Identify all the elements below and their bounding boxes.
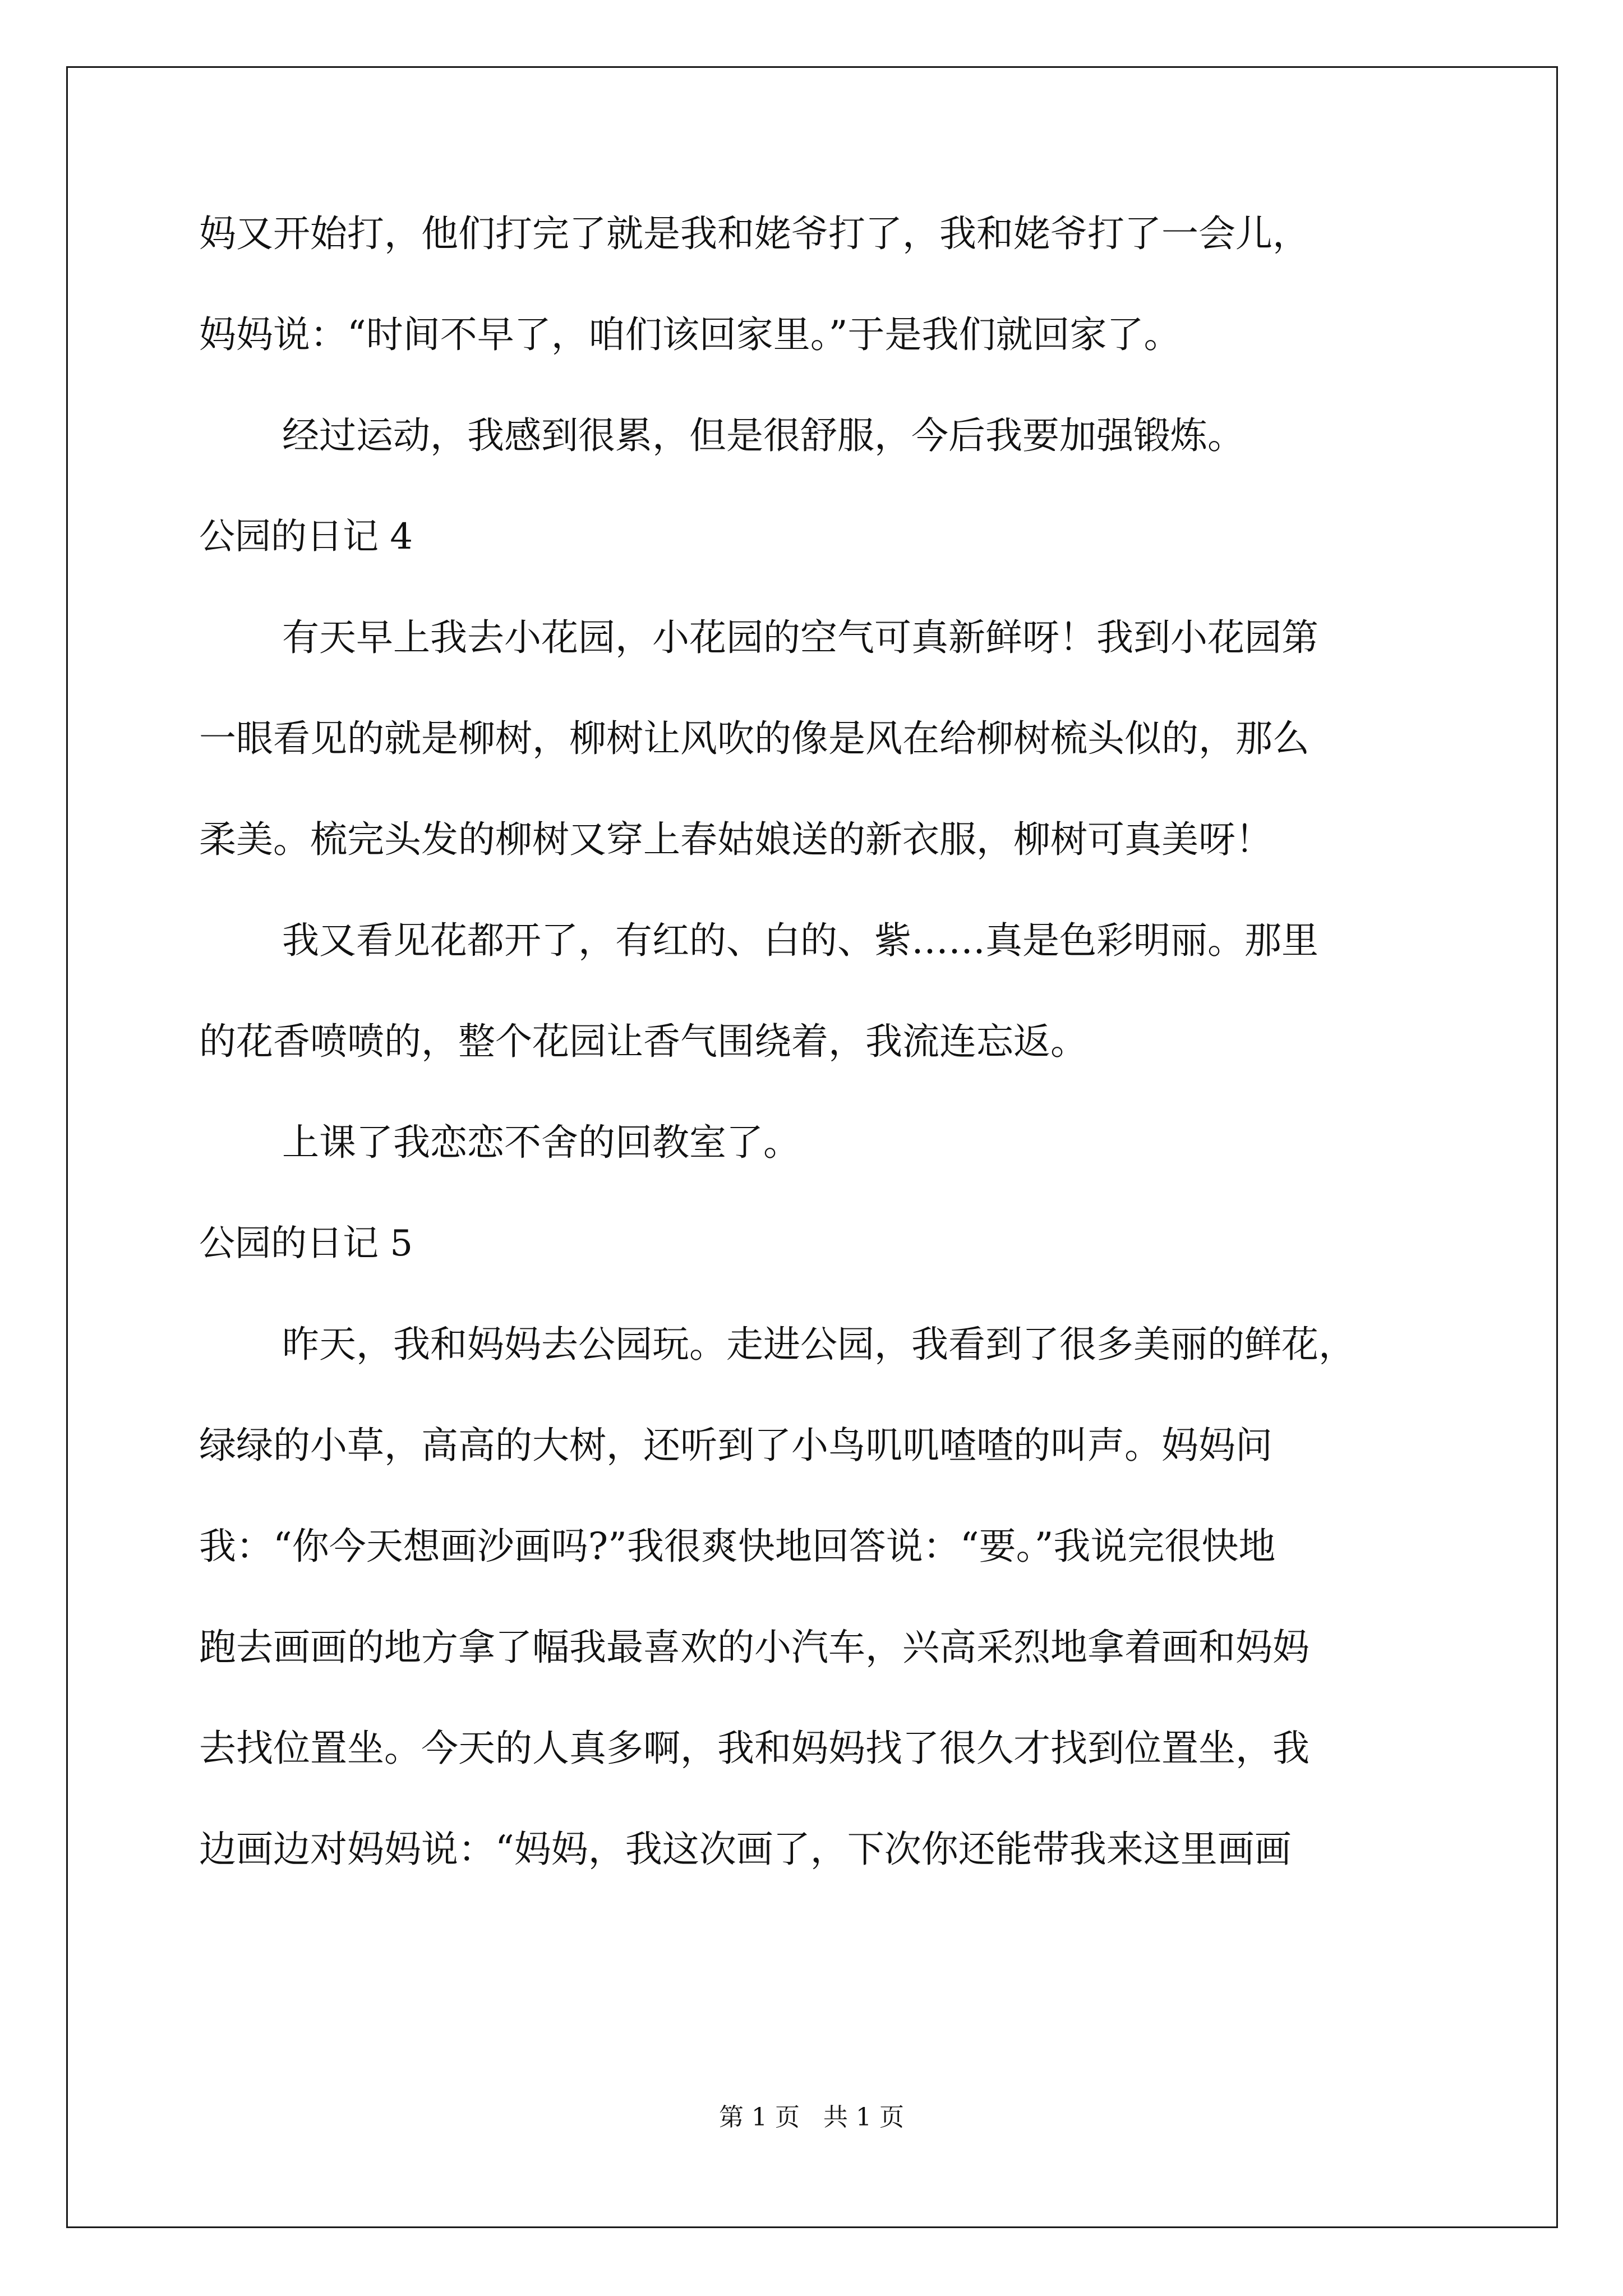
text-line: 妈妈说：“时间不早了，咱们该回家里。”于是我们就回家了。 xyxy=(199,313,1181,356)
text-line: 我：“你今天想画沙画吗?”我很爽快地回答说：“要。”我说完很快地 xyxy=(199,1525,1276,1568)
paragraph-line: 昨天，我和妈妈去公园玩。走进公园，我看到了很多美丽的鲜花， xyxy=(282,1323,1355,1366)
section-heading: 公园的日记 4 xyxy=(199,516,413,558)
text-line: 跑去画画的地方拿了幅我最喜欢的小汽车，兴高采烈地拿着画和妈妈 xyxy=(199,1626,1310,1669)
paragraph-line: 有天早上我去小花园，小花园的空气可真新鲜呀！我到小花园第 xyxy=(282,616,1318,659)
paragraph-line: 我又看见花都开了，有红的、白的、紫……真是色彩明丽。那里 xyxy=(282,919,1318,962)
text-line: 妈又开始打，他们打完了就是我和姥爷打了，我和姥爷打了一会儿， xyxy=(199,212,1310,255)
text-line: 去找位置坐。今天的人真多啊，我和妈妈找了很久才找到位置坐，我 xyxy=(199,1727,1310,1770)
section-heading: 公园的日记 5 xyxy=(199,1223,413,1264)
text-line: 柔美。梳完头发的柳树又穿上春姑娘送的新衣服，柳树可真美呀！ xyxy=(199,818,1272,861)
text-line: 边画边对妈妈说：“妈妈，我这次画了，下次你还能带我来这里画画 xyxy=(199,1828,1292,1871)
text-line: 的花香喷喷的，整个花园让香气围绕着，我流连忘返。 xyxy=(199,1020,1087,1063)
text-line: 绿绿的小草，高高的大树，还听到了小鸟叽叽喳喳的叫声。妈妈问 xyxy=(199,1424,1272,1467)
text-line: 一眼看见的就是柳树，柳树让风吹的像是风在给柳树梳头似的，那么 xyxy=(199,717,1310,760)
paragraph-line: 上课了我恋恋不舍的回教室了。 xyxy=(282,1121,800,1164)
paragraph-line: 经过运动，我感到很累，但是很舒服，今后我要加强锻炼。 xyxy=(282,414,1244,457)
page-footer: 第 1 页 共 1 页 xyxy=(719,2103,904,2132)
